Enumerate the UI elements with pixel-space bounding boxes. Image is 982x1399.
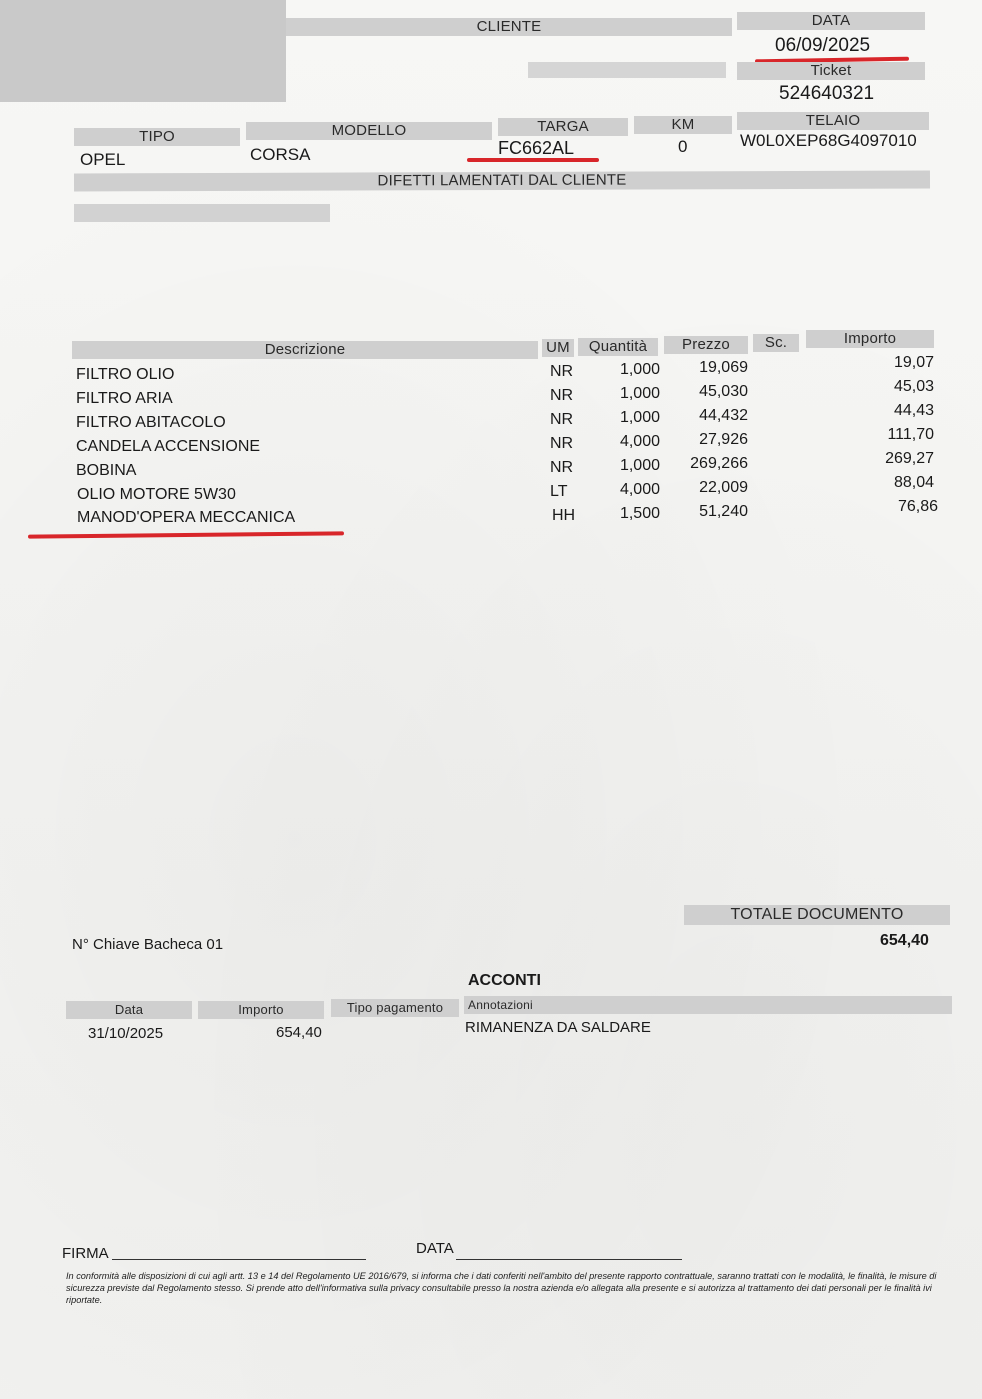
redaction-defects (74, 204, 330, 222)
row-quantita: 1,000 (619, 457, 660, 474)
redaction-top-left (0, 0, 286, 102)
redaction-client-address (528, 62, 726, 78)
modello-header: MODELLO (246, 122, 492, 140)
row-um: NR (550, 459, 574, 476)
data-value: 06/09/2025 (775, 35, 871, 56)
row-importo: 44,43 (893, 402, 934, 419)
targa-underline (467, 158, 599, 162)
totale-value: 654,40 (880, 932, 929, 949)
tipo-value: OPEL (80, 150, 126, 169)
acconti-col-annotazioni: Annotazioni (464, 996, 952, 1014)
data-header: DATA (737, 12, 925, 30)
row-prezzo: 27,926 (699, 431, 748, 448)
row-quantita: 4,000 (619, 433, 660, 450)
privacy-notice: In conformità alle disposizioni di cui agli artt. 13 e 14 del Regolamento UE 2016/679, si informa che i dati conferiti nell'ambito del presente rapporto contrattuale, saranno trattati con le modalità, le finalità, le misure di sicurezza previste dal Regolamento stesso. Si prende atto dell'informativa sulla privacy consultabile presso la nostra azienda e/o allegata alla presente e si autorizza al trattamento dei dati personali per le finalità ivi riportate. (66, 1271, 937, 1305)
acconti-col-data: Data (66, 1001, 192, 1019)
telaio-header: TELAIO (737, 112, 929, 130)
row-descrizione: FILTRO ABITACOLO (76, 414, 226, 431)
ticket-header: Ticket (737, 62, 925, 80)
acconti-importo: 654,40 (276, 1024, 322, 1041)
row-descrizione: FILTRO OLIO (76, 366, 175, 383)
row-importo: 19,07 (893, 354, 934, 371)
row-quantita: 1,000 (619, 385, 660, 402)
row-prezzo: 22,009 (699, 479, 748, 496)
km-header: KM (634, 116, 732, 134)
acconti-col-tipo: Tipo pagamento (331, 999, 459, 1017)
acconti-data: 31/10/2025 (88, 1025, 164, 1042)
row-importo: 45,03 (893, 378, 934, 395)
manodopera-underline (28, 531, 344, 538)
row-descrizione: FILTRO ARIA (76, 390, 173, 407)
row-um: NR (550, 363, 574, 380)
ticket-value: 524640321 (779, 83, 875, 104)
km-value: 0 (678, 137, 688, 156)
row-um: NR (550, 411, 574, 428)
col-header-quantita: Quantità (578, 338, 658, 356)
data-signature-line (456, 1258, 682, 1260)
row-descrizione: MANOD'OPERA MECCANICA (77, 509, 296, 526)
acconti-title: ACCONTI (468, 972, 541, 989)
col-header-descrizione: Descrizione (72, 341, 538, 359)
col-header-prezzo: Prezzo (664, 336, 748, 354)
row-um: NR (550, 387, 574, 404)
row-um: HH (552, 507, 576, 524)
row-prezzo: 51,240 (699, 503, 748, 520)
row-importo: 111,70 (887, 426, 934, 443)
tipo-header: TIPO (74, 128, 240, 146)
row-descrizione: BOBINA (76, 462, 137, 479)
targa-value: FC662AL (498, 138, 575, 158)
row-importo: 76,86 (897, 498, 938, 515)
col-header-sconto: Sc. (753, 334, 799, 352)
row-quantita: 4,000 (619, 481, 660, 498)
chiave-bacheca: N° Chiave Bacheca 01 (72, 936, 224, 953)
col-header-um: UM (542, 339, 574, 357)
row-descrizione: CANDELA ACCENSIONE (76, 438, 261, 455)
row-prezzo: 19,069 (699, 359, 748, 376)
totale-header: TOTALE DOCUMENTO (684, 905, 950, 925)
data-signature-label: DATA (416, 1240, 454, 1257)
row-um: NR (550, 435, 574, 452)
row-quantita: 1,500 (619, 505, 660, 522)
acconti-col-importo: Importo (198, 1001, 324, 1019)
row-prezzo: 269,266 (690, 455, 748, 472)
row-prezzo: 44,432 (699, 407, 748, 424)
col-header-importo: Importo (806, 330, 934, 348)
targa-header: TARGA (498, 118, 628, 136)
modello-value: CORSA (250, 145, 311, 164)
row-um: LT (550, 483, 568, 500)
firma-line (112, 1258, 366, 1260)
row-quantita: 1,000 (619, 361, 660, 378)
row-quantita: 1,000 (619, 409, 660, 426)
cliente-header: CLIENTE (286, 18, 732, 36)
firma-label: FIRMA (62, 1245, 109, 1262)
acconti-annotazioni: RIMANENZA DA SALDARE (465, 1019, 651, 1036)
row-descrizione: OLIO MOTORE 5W30 (77, 486, 236, 503)
row-prezzo: 45,030 (699, 383, 748, 400)
telaio-value: W0L0XEP68G4097010 (740, 131, 917, 150)
row-importo: 88,04 (893, 474, 934, 491)
row-importo: 269,27 (885, 450, 934, 467)
defects-header: DIFETTI LAMENTATI DAL CLIENTE (74, 171, 930, 192)
